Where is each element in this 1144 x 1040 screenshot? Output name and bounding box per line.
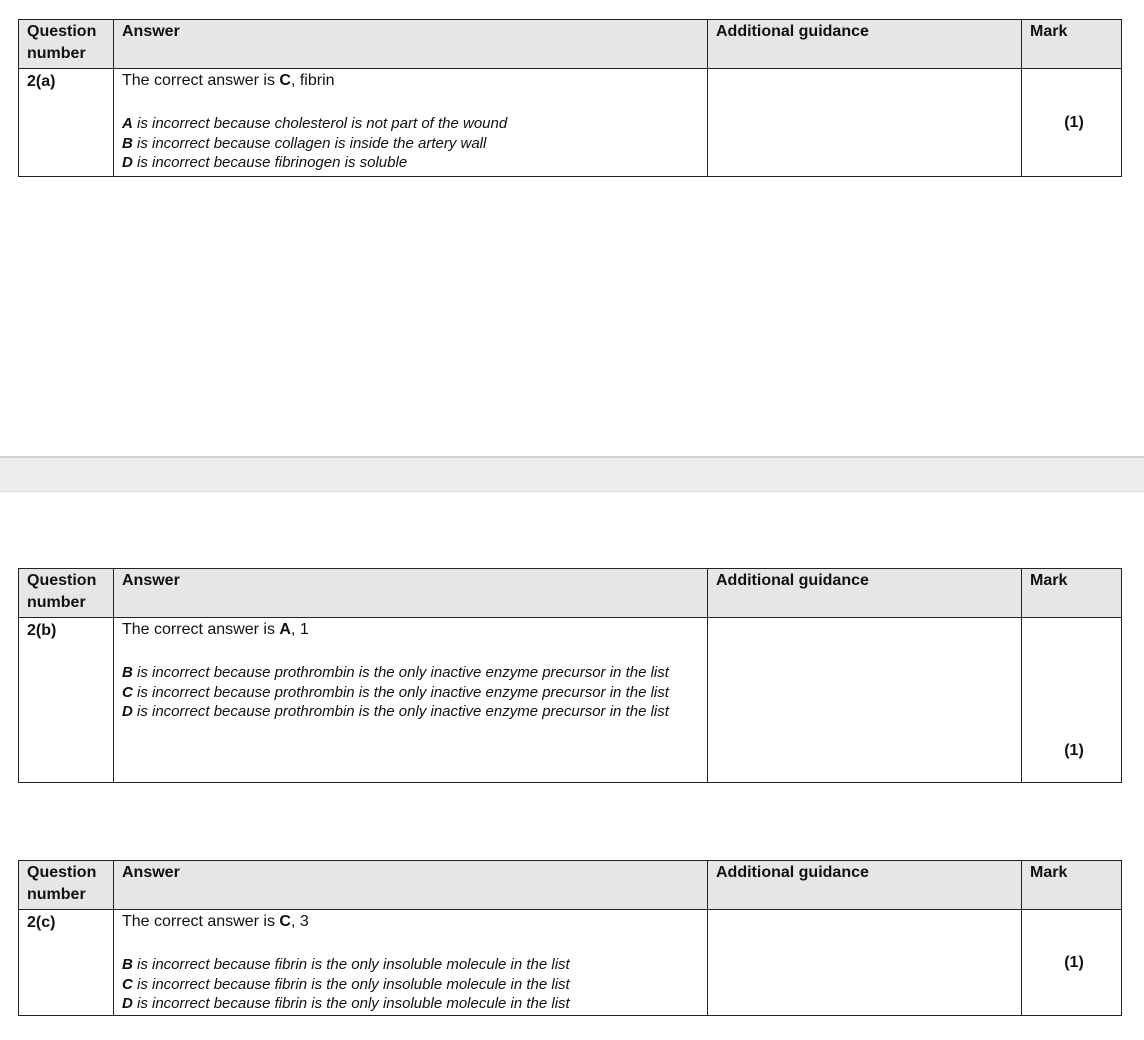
mark-value: (1) (1064, 742, 1084, 759)
correct-answer-line (122, 619, 699, 641)
mark-scheme-table-2b (18, 568, 1122, 783)
distractor-reason (122, 134, 699, 154)
correct-answer-prefix: The correct answer is (122, 621, 280, 638)
correct-answer-line (122, 911, 699, 933)
distractor-text: is incorrect because prothrombin is the only inactive enzyme precursor in the list (132, 703, 669, 720)
distractor-reason (122, 994, 699, 1014)
additional-guidance-cell (708, 618, 1022, 783)
question-number: 2(c) (19, 910, 114, 1016)
distractor-letter: C (122, 975, 133, 993)
distractor-letter: C (122, 683, 133, 701)
distractor-reason (122, 955, 699, 975)
page-break-divider (0, 456, 1144, 492)
mark-cell (1022, 618, 1122, 783)
distractor-letter: B (122, 664, 133, 681)
additional-guidance-header: Additional guidance (708, 861, 1022, 910)
distractor-letter: D (122, 703, 133, 720)
mark-header: Mark (1022, 861, 1122, 910)
answer-header: Answer (114, 861, 708, 910)
mark-cell (1022, 910, 1122, 1016)
answer-header: Answer (114, 569, 708, 618)
header-row (19, 20, 1122, 69)
mark-header: Mark (1022, 20, 1122, 69)
question-number-header: Question number (19, 861, 114, 910)
question-number-header: Question number (19, 20, 114, 69)
correct-answer-suffix: , 1 (290, 621, 309, 638)
question-row (19, 69, 1122, 177)
distractor-letter: D (122, 154, 133, 171)
distractor-letter: B (122, 134, 133, 152)
distractor-reason (122, 683, 699, 703)
header-row (19, 861, 1122, 910)
additional-guidance-cell (708, 910, 1022, 1016)
correct-answer-prefix: The correct answer is (122, 913, 280, 930)
distractor-letter: D (122, 995, 133, 1012)
question-row (19, 618, 1122, 783)
mark-value: (1) (1064, 113, 1084, 131)
correct-answer-prefix: The correct answer is (122, 72, 280, 89)
distractor-text: is incorrect because cholesterol is not part of the wound (132, 115, 508, 132)
additional-guidance-header: Additional guidance (708, 569, 1022, 618)
correct-answer-suffix: , 3 (290, 913, 309, 930)
distractor-reason (122, 702, 699, 722)
answer-header: Answer (114, 20, 708, 69)
additional-guidance-cell (708, 69, 1022, 177)
answer-cell (114, 69, 708, 177)
correct-answer-suffix: , fibrin (290, 72, 335, 89)
distractor-letter: A (122, 115, 133, 132)
answer-cell (114, 618, 708, 783)
additional-guidance-header: Additional guidance (708, 20, 1022, 69)
header-row (19, 569, 1122, 618)
correct-answer-line (122, 70, 699, 92)
distractor-text: is incorrect because fibrinogen is soluble (132, 154, 408, 171)
correct-answer-letter: C (279, 913, 291, 930)
question-number-header: Question number (19, 569, 114, 618)
distractor-text: is incorrect because fibrin is the only insoluble molecule in the list (132, 995, 570, 1012)
question-number: 2(b) (19, 618, 114, 783)
mark-header: Mark (1022, 569, 1122, 618)
distractor-letter: B (122, 956, 133, 973)
distractor-text: is incorrect because fibrin is the only insoluble molecule in the list (132, 975, 570, 993)
distractor-reason (122, 975, 699, 995)
distractor-reason (122, 663, 699, 683)
distractor-text: is incorrect because prothrombin is the only inactive enzyme precursor in the list (132, 664, 669, 681)
mark-scheme-table-2c (18, 860, 1122, 1016)
distractor-text: is incorrect because collagen is inside the artery wall (132, 134, 487, 152)
question-number: 2(a) (19, 69, 114, 177)
distractor-text: is incorrect because fibrin is the only insoluble molecule in the list (132, 956, 570, 973)
correct-answer-letter: C (279, 72, 291, 89)
answer-cell (114, 910, 708, 1016)
question-row (19, 910, 1122, 1016)
distractor-text: is incorrect because prothrombin is the only inactive enzyme precursor in the list (132, 683, 669, 701)
correct-answer-letter: A (279, 621, 291, 638)
mark-scheme-table-2a (18, 19, 1122, 177)
mark-value: (1) (1064, 953, 1084, 971)
mark-cell (1022, 69, 1122, 177)
distractor-reason (122, 114, 699, 134)
distractor-reason (122, 153, 699, 173)
